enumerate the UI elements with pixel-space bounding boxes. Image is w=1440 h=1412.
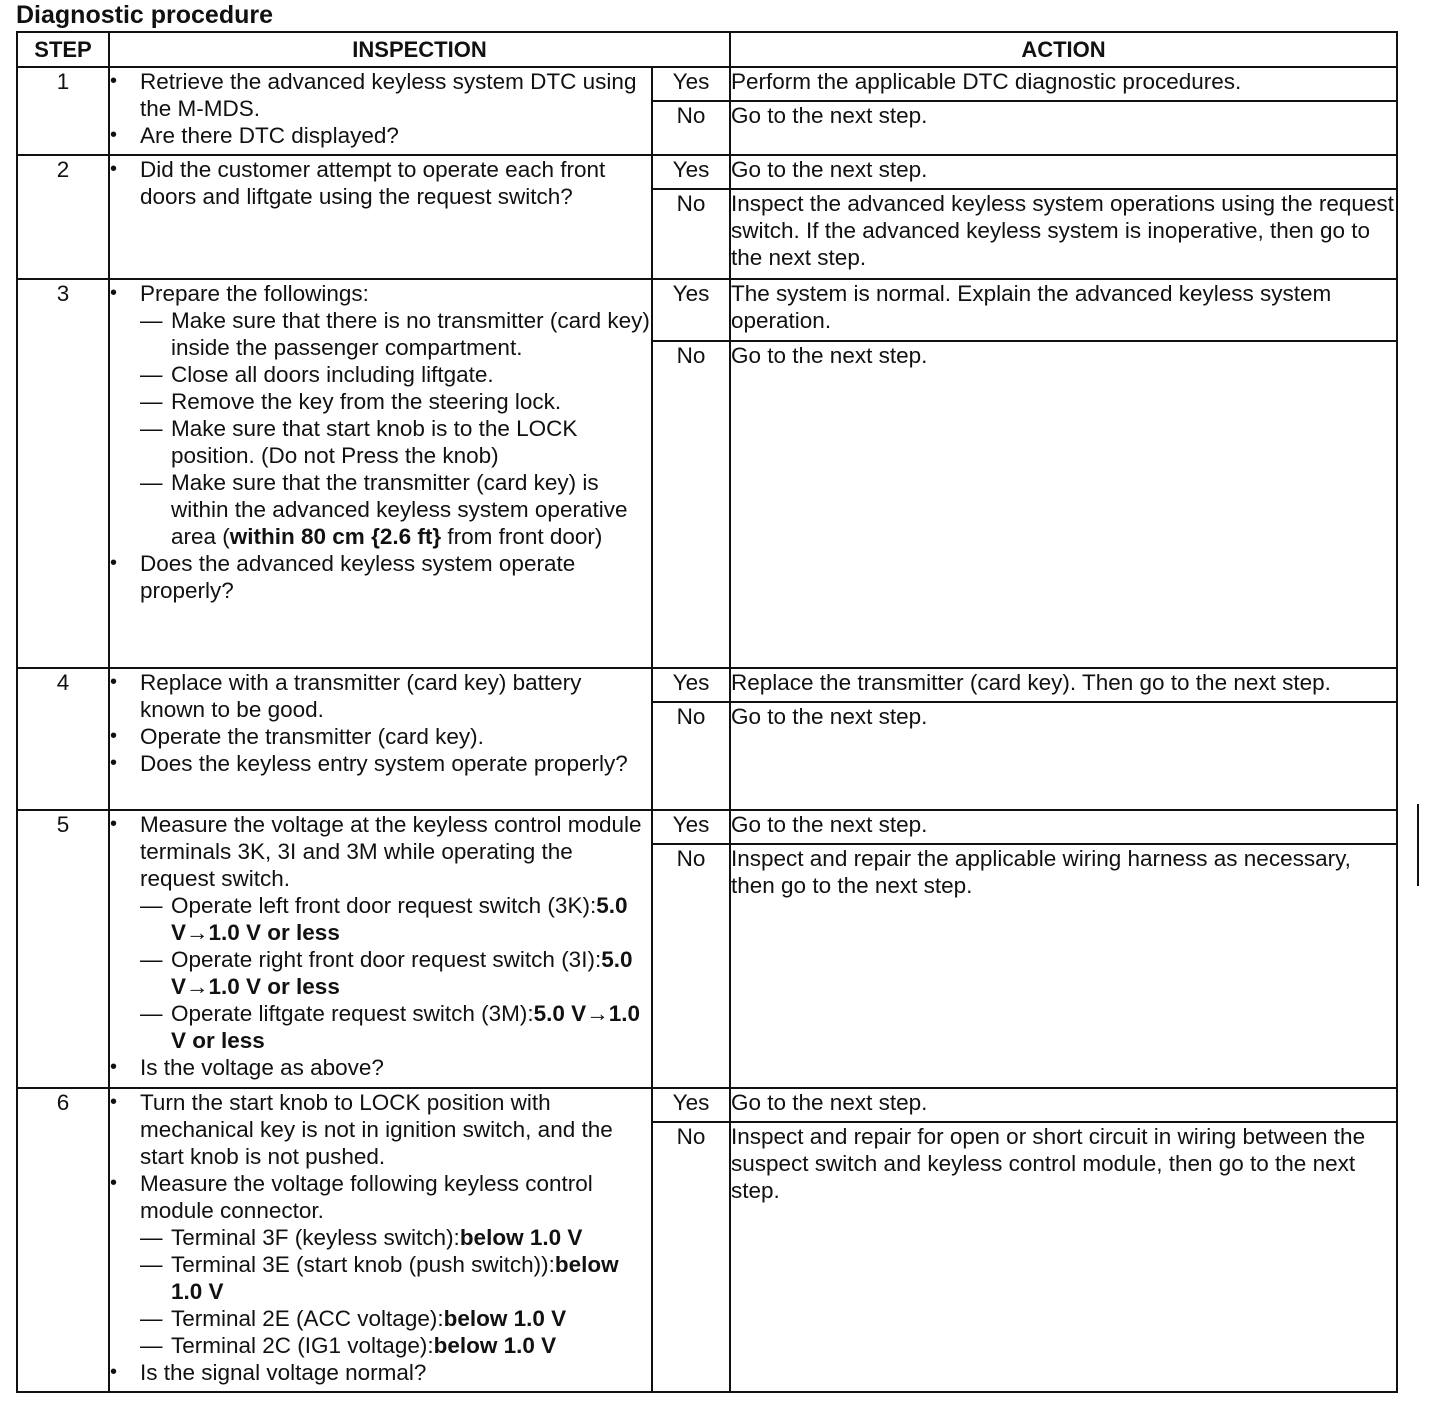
bullet-item: • Operate the transmitter (card key). <box>110 723 651 750</box>
bullet-item: • Does the advanced keyless system operate properly? <box>110 550 651 604</box>
spec-value: below 1.0 V <box>433 1333 557 1358</box>
header-row <box>17 32 1397 67</box>
dash-text: Terminal 3E (start knob (push switch)): <box>171 1252 555 1277</box>
dash-item: — Remove the key from the steering lock. <box>140 388 651 415</box>
step-2-yes-row <box>17 155 1397 189</box>
step-number: 6 <box>17 1088 109 1392</box>
spec-value: below 1.0 V <box>459 1225 583 1250</box>
step-number: 5 <box>17 810 109 1088</box>
no-label: No <box>652 101 730 155</box>
page-title: Diagnostic procedure <box>16 1 273 29</box>
spec-value: 5.0 V→1.0 V or less <box>171 947 633 999</box>
yes-action: Go to the next step. <box>730 155 1397 189</box>
step-3-inspection <box>109 279 652 668</box>
dash-text: Operate left front door request switch (3K): <box>171 893 597 918</box>
bullet-item: • Are there DTC displayed? <box>110 122 651 149</box>
no-label: No <box>652 341 730 668</box>
step-3-yes-row <box>17 279 1397 341</box>
no-action: Go to the next step. <box>730 101 1397 155</box>
dash-text: from front door) <box>441 524 603 549</box>
bullet-text: Measure the voltage following keyless control module connector. <box>140 1171 593 1223</box>
yes-label: Yes <box>652 279 730 341</box>
yes-action: The system is normal. Explain the advanced keyless system operation. <box>730 279 1397 341</box>
bullet-item <box>110 1170 651 1359</box>
diagnostic-table <box>16 31 1398 1393</box>
no-action: Go to the next step. <box>730 341 1397 668</box>
spec-value: below 1.0 V <box>171 1252 619 1304</box>
bullet-item <box>110 280 651 550</box>
dash-item <box>140 1332 651 1359</box>
yes-label: Yes <box>652 1088 730 1122</box>
bullet-item: • Is the voltage as above? <box>110 1054 651 1081</box>
step-4-yes-row <box>17 668 1397 702</box>
bullet-item: • Is the signal voltage normal? <box>110 1359 651 1386</box>
dash-item <box>140 469 651 550</box>
no-action: Inspect and repair the applicable wiring harness as necessary, then go to the next step. <box>730 844 1397 1088</box>
no-action: Inspect and repair for open or short circuit in wiring between the suspect switch and keyless control module, then go to the next step. <box>730 1122 1397 1392</box>
yes-action: Replace the transmitter (card key). Then go to the next step. <box>730 668 1397 702</box>
no-action: Go to the next step. <box>730 702 1397 810</box>
step-number: 1 <box>17 67 109 155</box>
yes-label: Yes <box>652 67 730 101</box>
yes-action: Perform the applicable DTC diagnostic procedures. <box>730 67 1397 101</box>
step-1-inspection <box>109 67 652 155</box>
dash-item: — Close all doors including liftgate. <box>140 361 651 388</box>
spec-value: 5.0 V→1.0 V or less <box>171 893 628 945</box>
dash-text: Operate right front door request switch (3I): <box>171 947 602 972</box>
bullet-text: Prepare the followings: <box>140 281 369 306</box>
dash-item: — Make sure that there is no transmitter (card key) inside the passenger compartment. <box>140 307 651 361</box>
bullet-text: Measure the voltage at the keyless control module terminals 3K, 3I and 3M while operating the request switch. <box>140 812 642 891</box>
no-label: No <box>652 1122 730 1392</box>
step-number: 4 <box>17 668 109 810</box>
bullet-item: • Turn the start knob to LOCK position with mechanical key is not in ignition switch, and the start knob is not pushed. <box>110 1089 651 1170</box>
dash-item <box>140 892 651 946</box>
no-action: Inspect the advanced keyless system operations using the request switch. If the advanced keyless system is inoperative, then go to the next step. <box>730 189 1397 279</box>
dash-item <box>140 946 651 1000</box>
margin-change-bar <box>1417 804 1419 886</box>
bullet-item: • Does the keyless entry system operate properly? <box>110 750 651 777</box>
bullet-item: • Retrieve the advanced keyless system DTC using the M-MDS. <box>110 68 651 122</box>
step-6-inspection <box>109 1088 652 1392</box>
yes-label: Yes <box>652 155 730 189</box>
dash-item <box>140 1251 651 1305</box>
header-inspection: INSPECTION <box>109 32 730 67</box>
dash-item <box>140 1305 651 1332</box>
step-5-yes-row <box>17 810 1397 844</box>
header-step: STEP <box>17 32 109 67</box>
step-2-inspection <box>109 155 652 279</box>
yes-label: Yes <box>652 668 730 702</box>
no-label: No <box>652 189 730 279</box>
no-label: No <box>652 844 730 1088</box>
no-label: No <box>652 702 730 810</box>
dash-text: Terminal 3F (keyless switch): <box>171 1225 460 1250</box>
dash-text: Operate liftgate request switch (3M): <box>171 1001 534 1026</box>
bullet-item <box>110 811 651 1054</box>
step-5-inspection <box>109 810 652 1088</box>
yes-action: Go to the next step. <box>730 810 1397 844</box>
dash-item: — Make sure that start knob is to the LOCK position. (Do not Press the knob) <box>140 415 651 469</box>
step-6-yes-row <box>17 1088 1397 1122</box>
header-action: ACTION <box>730 32 1397 67</box>
step-number: 3 <box>17 279 109 668</box>
step-number: 2 <box>17 155 109 279</box>
spec-value: within 80 cm {2.6 ft} <box>229 524 442 549</box>
dash-text: Make sure that the transmitter (card key) is within the advanced keyless system operative area ( <box>171 470 628 549</box>
dash-item <box>140 1224 651 1251</box>
step-1-yes-row <box>17 67 1397 101</box>
step-4-inspection <box>109 668 652 810</box>
dash-item <box>140 1000 651 1054</box>
dash-text: Terminal 2C (IG1 voltage): <box>171 1333 434 1358</box>
bullet-item: • Did the customer attempt to operate each front doors and liftgate using the request switch? <box>110 156 651 210</box>
yes-label: Yes <box>652 810 730 844</box>
dash-text: Terminal 2E (ACC voltage): <box>171 1306 444 1331</box>
bullet-item: • Replace with a transmitter (card key) battery known to be good. <box>110 669 651 723</box>
spec-value: 5.0 V→1.0 V or less <box>171 1001 640 1053</box>
spec-value: below 1.0 V <box>443 1306 567 1331</box>
yes-action: Go to the next step. <box>730 1088 1397 1122</box>
